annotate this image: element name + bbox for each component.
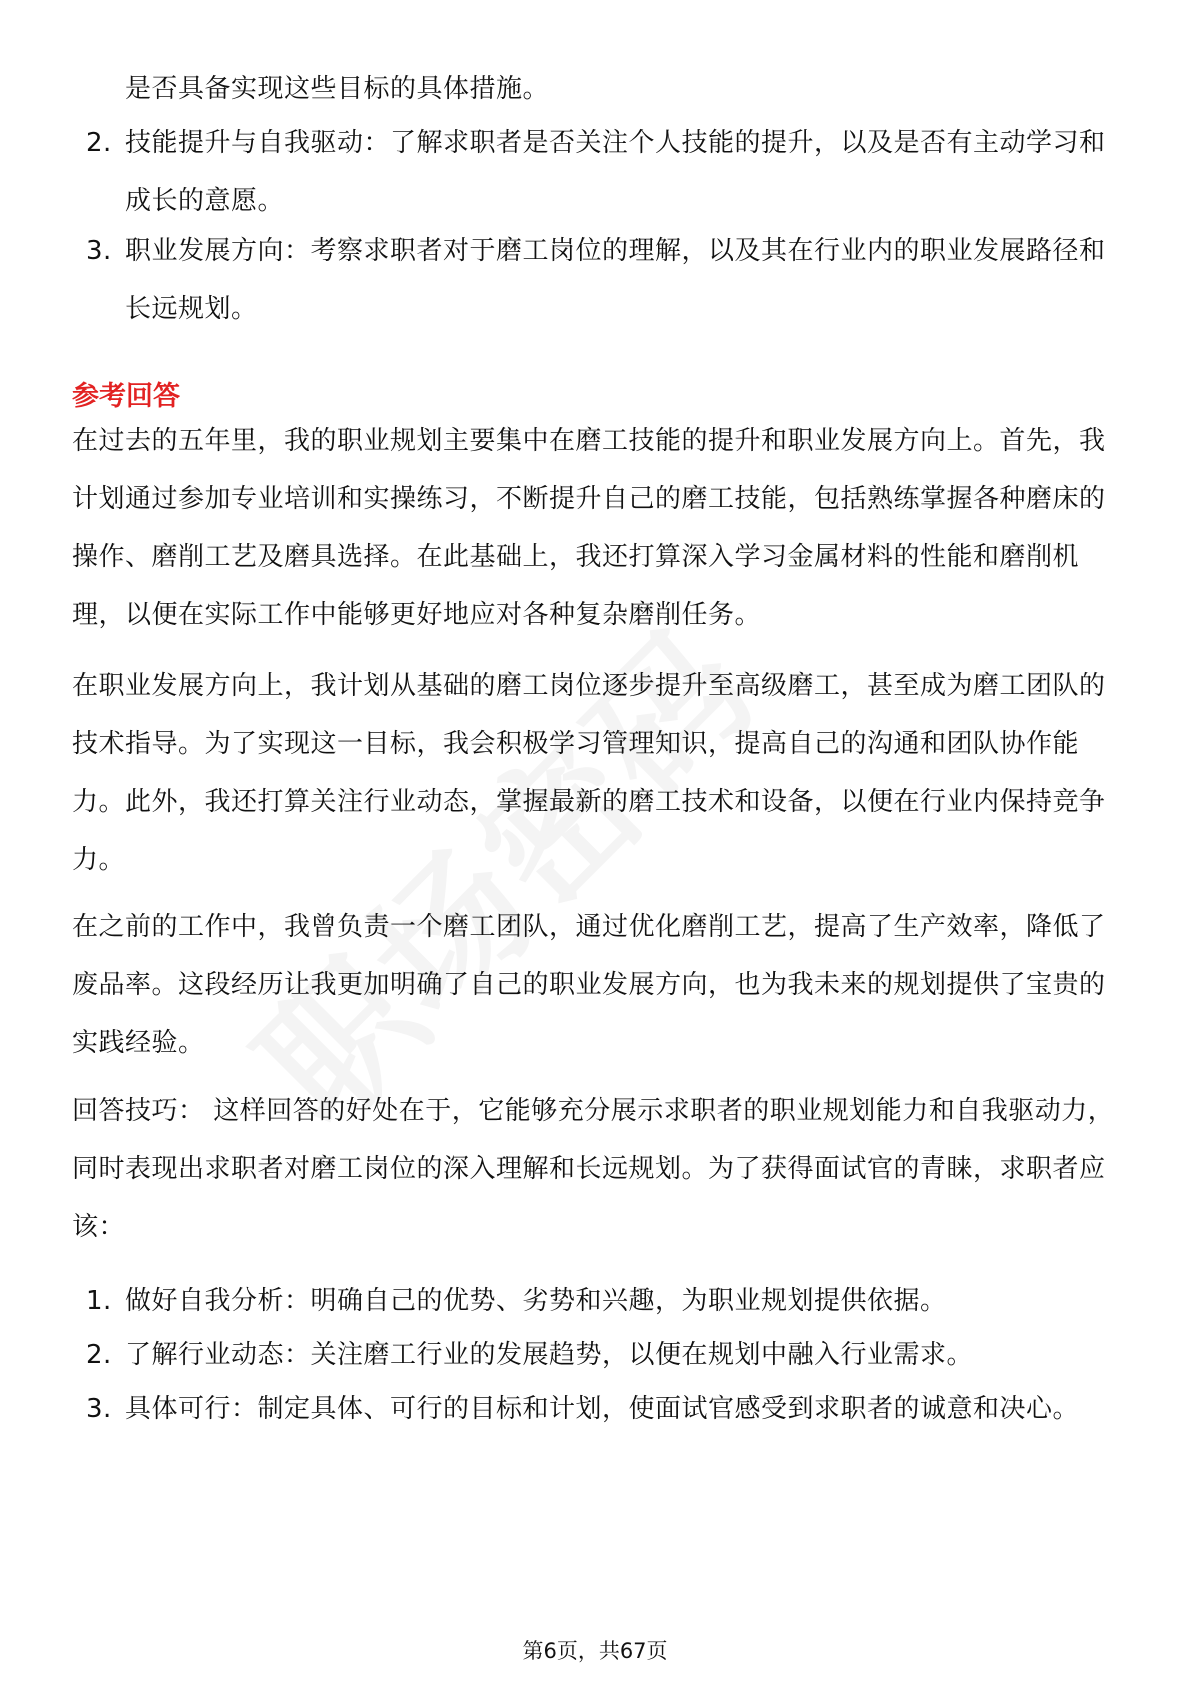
tips-list-item (72, 1326, 1122, 1384)
list-item-continuation (72, 60, 1122, 118)
list-item (72, 114, 1122, 230)
list-item-number: 3. (86, 236, 112, 266)
list-item-number: 1. (86, 1286, 112, 1316)
list-item-text: 做好自我分析：明确自己的优势、劣势和兴趣，为职业规划提供依据。 (125, 1286, 947, 1316)
answer-paragraph: 在职业发展方向上，我计划从基础的磨工岗位逐步提升至高级磨工，甚至成为磨工团队的技术指导。为了实现这一目标，我会积极学习管理知识，提高自己的沟通和团队协作能力。此外，我还打算关注行业动态，掌握最新的磨工技术和设备，以便在行业内保持竞争力。 (72, 671, 1106, 875)
list-item-number: 2. (86, 128, 112, 158)
list-item-number: 2. (86, 1340, 112, 1370)
answer-paragraph: 在之前的工作中，我曾负责一个磨工团队，通过优化磨削工艺，提高了生产效率，降低了废品率。这段经历让我更加明确了自己的职业发展方向，也为我未来的规划提供了宝贵的实践经验。 (72, 912, 1106, 1058)
list-item-text: 了解行业动态：关注磨工行业的发展趋势，以便在规划中融入行业需求。 (125, 1340, 974, 1370)
tips-paragraph: 回答技巧： 这样回答的好处在于，它能够充分展示求职者的职业规划能力和自我驱动力，同时表现出求职者对磨工岗位的深入理解和长远规划。为了获得面试官的青睐，求职者应该： (72, 1096, 1115, 1242)
list-item-text: 技能提升与自我驱动：了解求职者是否关注个人技能的提升，以及是否有主动学习和成长的意愿。 (125, 128, 1106, 216)
list-item-number: 3. (86, 1394, 112, 1424)
list-item (72, 222, 1122, 338)
list-item-text: 职业发展方向：考察求职者对于磨工岗位的理解，以及其在行业内的职业发展路径和长远规划。 (125, 236, 1106, 324)
list-item-text: 具体可行：制定具体、可行的目标和计划，使面试官感受到求职者的诚意和决心。 (125, 1394, 1080, 1424)
tips-list-item (72, 1272, 1122, 1330)
list-item-text: 是否具备实现这些目标的具体措施。 (125, 74, 550, 104)
tips-list-item (72, 1380, 1122, 1438)
section-heading: 参考回答 (72, 381, 180, 412)
answer-paragraph: 在过去的五年里，我的职业规划主要集中在磨工技能的提升和职业发展方向上。首先，我计划通过参加专业培训和实操练习，不断提升自己的磨工技能，包括熟练掌握各种磨床的操作、磨削工艺及磨具选择。在此基础上，我还打算深入学习金属材料的性能和磨削机理，以便在实际工作中能够更好地应对各种复杂磨削任务。 (72, 426, 1106, 630)
page-footer: 第6页，共67页 (522, 1639, 668, 1663)
